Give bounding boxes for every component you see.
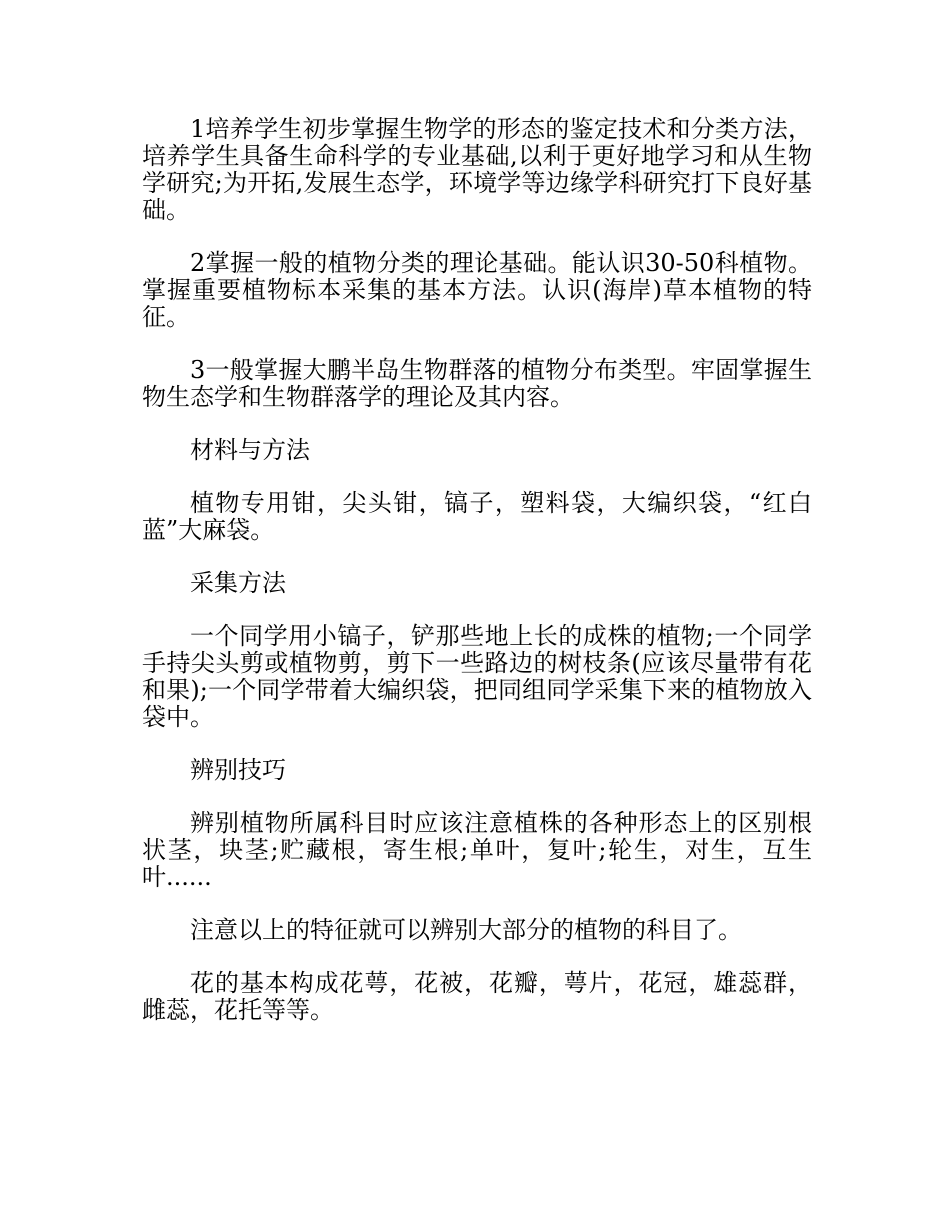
document-body: [142, 116, 812, 1050]
paragraph-objective-2: 2掌握一般的植物分类的理论基础。能认识30-50科植物。掌握重要植物标本采集的基本方法。认识(海岸)草本植物的特征。: [142, 249, 812, 331]
paragraph-identification: 辨别植物所属科目时应该注意植株的各种形态上的区别根状茎，块茎;贮藏根，寄生根;单叶，复叶;轮生，对生，互生叶......: [142, 809, 812, 891]
paragraph-objective-3: 3一般掌握大鹏半岛生物群落的植物分布类型。牢固掌握生物生态学和生物群落学的理论及其内容。: [142, 356, 812, 411]
heading-collection-method: 采集方法: [190, 569, 286, 597]
paragraph-flower-structure: 花的基本构成花萼，花被，花瓣，萼片，花冠，雄蕊群，雌蕊，花托等等。: [142, 969, 812, 1024]
paragraph-objective-1: 1培养学生初步掌握生物学的形态的鉴定技术和分类方法，培养学生具备生命科学的专业基础,以利于更好地学习和从生物学研究;为开拓,发展生态学，环境学等边缘学科研究打下良好基础。: [142, 115, 812, 224]
paragraph-note: 注意以上的特征就可以辨别大部分的植物的科目了。: [190, 916, 742, 944]
heading-materials-methods: 材料与方法: [190, 436, 310, 464]
paragraph-materials: 植物专用钳，尖头钳，镐子，塑料袋，大编织袋，“红白蓝”大麻袋。: [142, 489, 812, 544]
heading-identification-tips: 辨别技巧: [190, 756, 286, 784]
paragraph-collection: 一个同学用小镐子，铲那些地上长的成株的植物;一个同学手持尖头剪或植物剪，剪下一些路边的树枝条(应该尽量带有花和果);一个同学带着大编织袋，把同组同学采集下来的植物放入袋中。: [142, 622, 812, 731]
